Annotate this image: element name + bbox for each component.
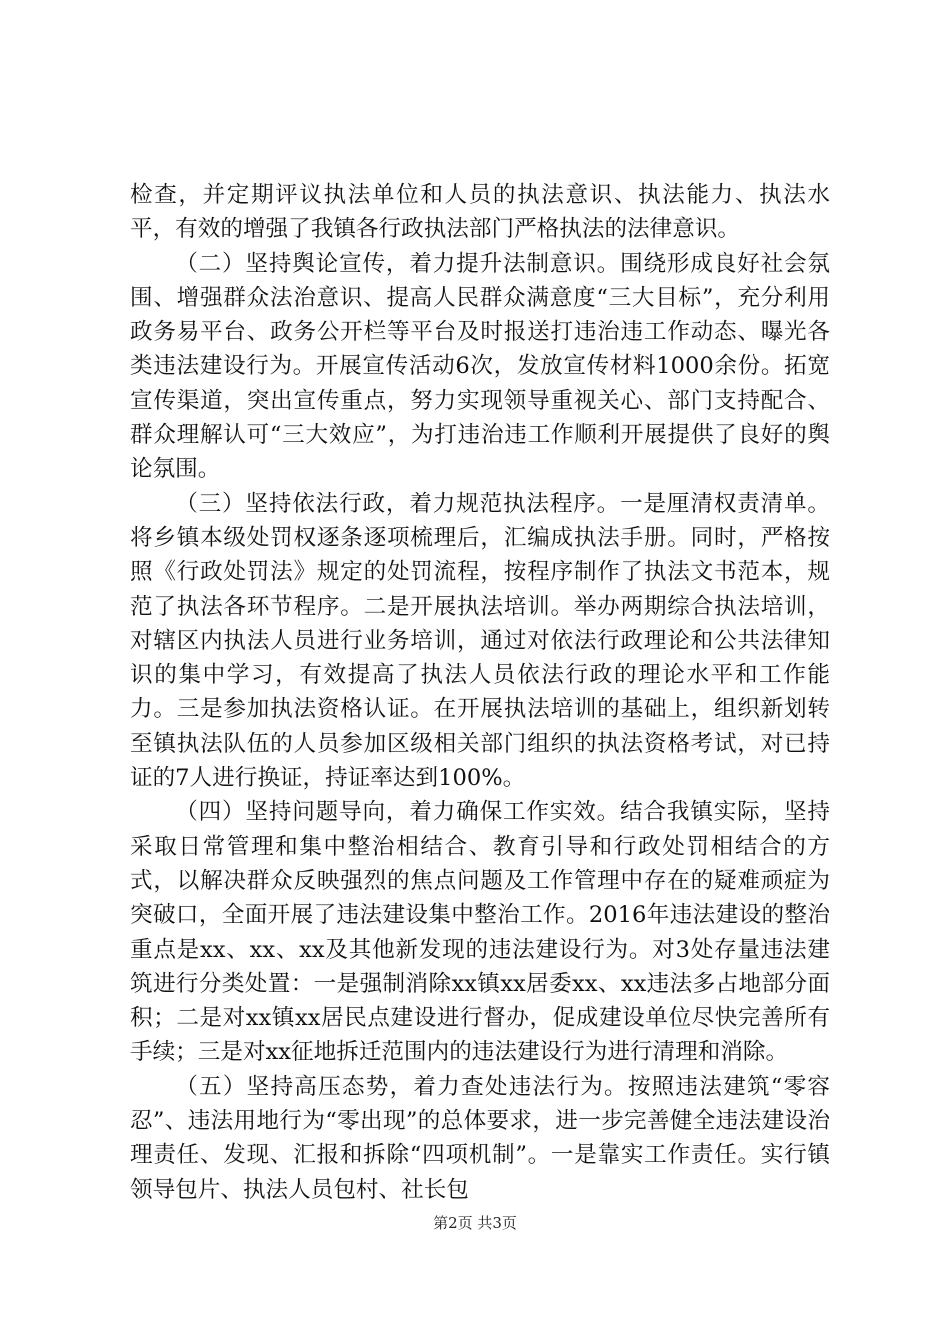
paragraph-section-3: （三）坚持依法行政，着力规范执法程序。一是厘清权责清单。将乡镇本级处罚权逐条逐项梳理后，汇编成执法手册。同时，严格按照《行政处罚法》规定的处罚流程，按程序制作了执法文书范本，规范了执法各环节程序。二是开展执法培训。举办两期综合执法培训，对辖区内执法人员进行业务培训，通过对依法行政理论和公共法律知识的集中学习，有效提高了执法人员依法行政的理论水平和工作能力。三是参加执法资格认证。在开展执法培训的基础上，组织新划转至镇执法队伍的人员参加区级相关部门组织的执法资格考试，对已持证的7人进行换证，持证率达到100%。 — [130, 490, 830, 792]
paragraph-section-4: （四）坚持问题导向，着力确保工作实效。结合我镇实际，坚持采取日常管理和集中整治相结合、教育引导和行政处罚相结合的方式，以解决群众反映强烈的焦点问题及工作管理中存在的疑难顽症为突破口，全面开展了违法建设集中整治工作。2016年违法建设的整治重点是xx、xx、xx及其他新发现的违法建设行为。对3处存量违法建筑进行分类处置：一是强制消除xx镇xx居委xx、xx违法多占地部分面积；二是对xx镇xx居民点建设进行督办，促成建设单位尽快完善所有手续；三是对xx征地拆迁范围内的违法建设行为进行清理和消除。 — [130, 799, 830, 1066]
paragraph-section-2: （二）坚持舆论宣传，着力提升法制意识。围绕形成良好社会氛围、增强群众法治意识、提高人民群众满意度“三大目标”，充分利用政务易平台、政务公开栏等平台及时报送打违治违工作动态、曝光各类违法建设行为。开展宣传活动6次，发放宣传材料1000余份。拓宽宣传渠道，突出宣传重点，努力实现领导重视关心、部门支持配合、群众理解认可“三大效应”，为打违治违工作顺利开展提供了良好的舆论氛围。 — [130, 250, 830, 483]
paragraph-continuation: 检查，并定期评议执法单位和人员的执法意识、执法能力、执法水平，有效的增强了我镇各行政执法部门严格执法的法律意识。 — [130, 182, 830, 243]
paragraph-section-5: （五）坚持高压态势，着力查处违法行为。按照违法建筑“零容忍”、违法用地行为“零出现”的总体要求，进一步完善健全违法建设治理责任、发现、汇报和拆除“四项机制”。一是靠实工作责任。实行镇领导包片、执法人员包村、社长包 — [130, 1073, 830, 1203]
document-body — [130, 178, 830, 1207]
page-number: 第2页 共3页 — [433, 1214, 517, 1232]
